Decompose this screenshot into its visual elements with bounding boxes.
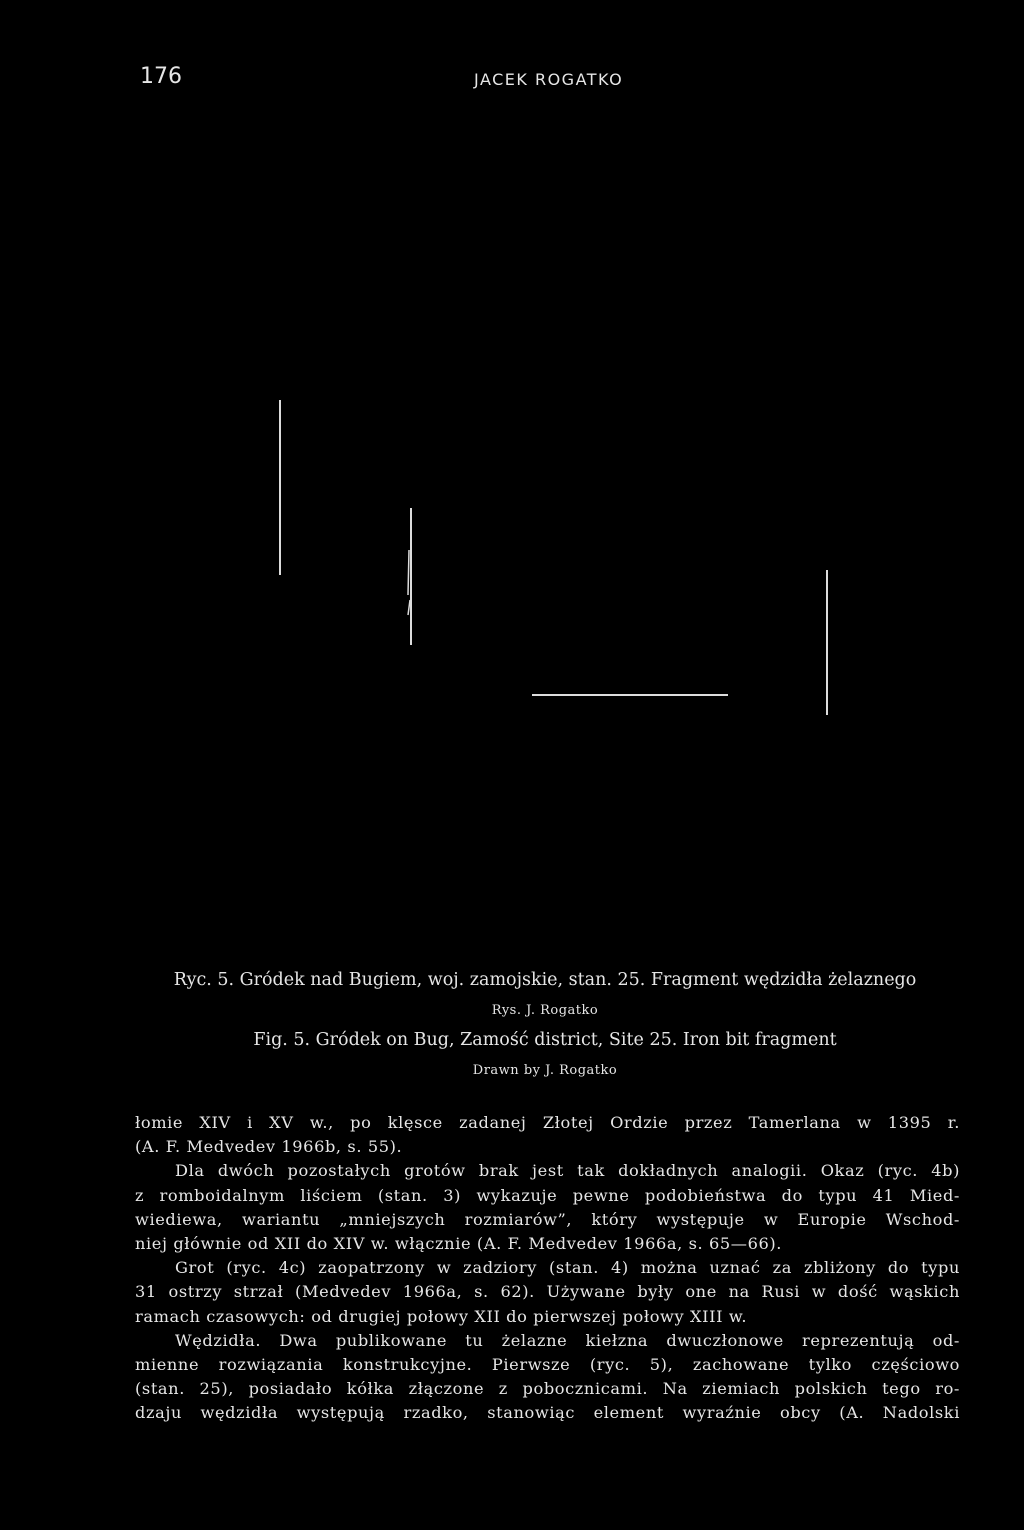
body-line: mienne rozwiązania konstrukcyjne. Pierwsze (ryc. 5), zachowane tylko częściowo <box>135 1355 960 1375</box>
body-line: ramach czasowych: od drugiej połowy XII do pierwszej połowy XIII w. <box>135 1306 748 1326</box>
body-line: wiediewa, wariantu „mniejszych rozmiarów”, który występuje w Europie Wschod- <box>135 1209 960 1229</box>
figure-iron-bit-drawing <box>270 390 850 720</box>
body-line: z romboidalnym liściem (stan. 3) wykazuje pewne podobieństwa do typu 41 Mied- <box>135 1185 960 1205</box>
iron-bit-drawing-svg <box>270 390 850 720</box>
figure-caption-pl: Ryc. 5. Gródek nad Bugiem, woj. zamojskie, stan. 25. Fragment wędzidła żelaznego <box>173 970 917 990</box>
body-line: 31 ostrzy strzał (Medvedev 1966a, s. 62). Używane były one na Rusi w dość wąskich <box>135 1282 960 1302</box>
running-head: JACEK ROGATKO <box>474 70 624 89</box>
body-line: (A. F. Medvedev 1966b, s. 55). <box>135 1137 403 1157</box>
figure-credit-pl: Rys. J. Rogatko <box>491 1003 599 1018</box>
body-line: Wędzidła. Dwa publikowane tu żelazne kiełzna dwuczłonowe reprezentują od- <box>175 1330 960 1350</box>
body-line: łomie XIV i XV w., po klęsce zadanej Złotej Ordzie przez Tamerlana w 1395 r. <box>135 1113 960 1132</box>
figure-caption-en: Fig. 5. Gródek on Bug, Zamość district, Site 25. Iron bit fragment <box>253 1030 837 1050</box>
body-text <box>135 1111 960 1426</box>
body-line: Dla dwóch pozostałych grotów brak jest tak dokładnych analogii. Okaz (ryc. 4b) <box>175 1161 960 1181</box>
figure-credit-en: Drawn by J. Rogatko <box>472 1063 618 1078</box>
body-line: dzaju wędzidła występują rzadko, stanowiąc element wyraźnie obcy (A. Nadolski <box>135 1403 960 1423</box>
body-line: Grot (ryc. 4c) zaopatrzony w zadziory (stan. 4) można uznać za zbliżony do typu <box>175 1258 960 1278</box>
body-line: niej głównie od XII do XIV w. włącznie (A. F. Medvedev 1966a, s. 65—66). <box>135 1234 783 1254</box>
body-line: (stan. 25), posiadało kółka złączone z pobocznicami. Na ziemiach polskich tego ro- <box>135 1379 960 1399</box>
drawing-stroke-center-detail <box>408 550 410 615</box>
page-number: 176 <box>140 64 182 89</box>
